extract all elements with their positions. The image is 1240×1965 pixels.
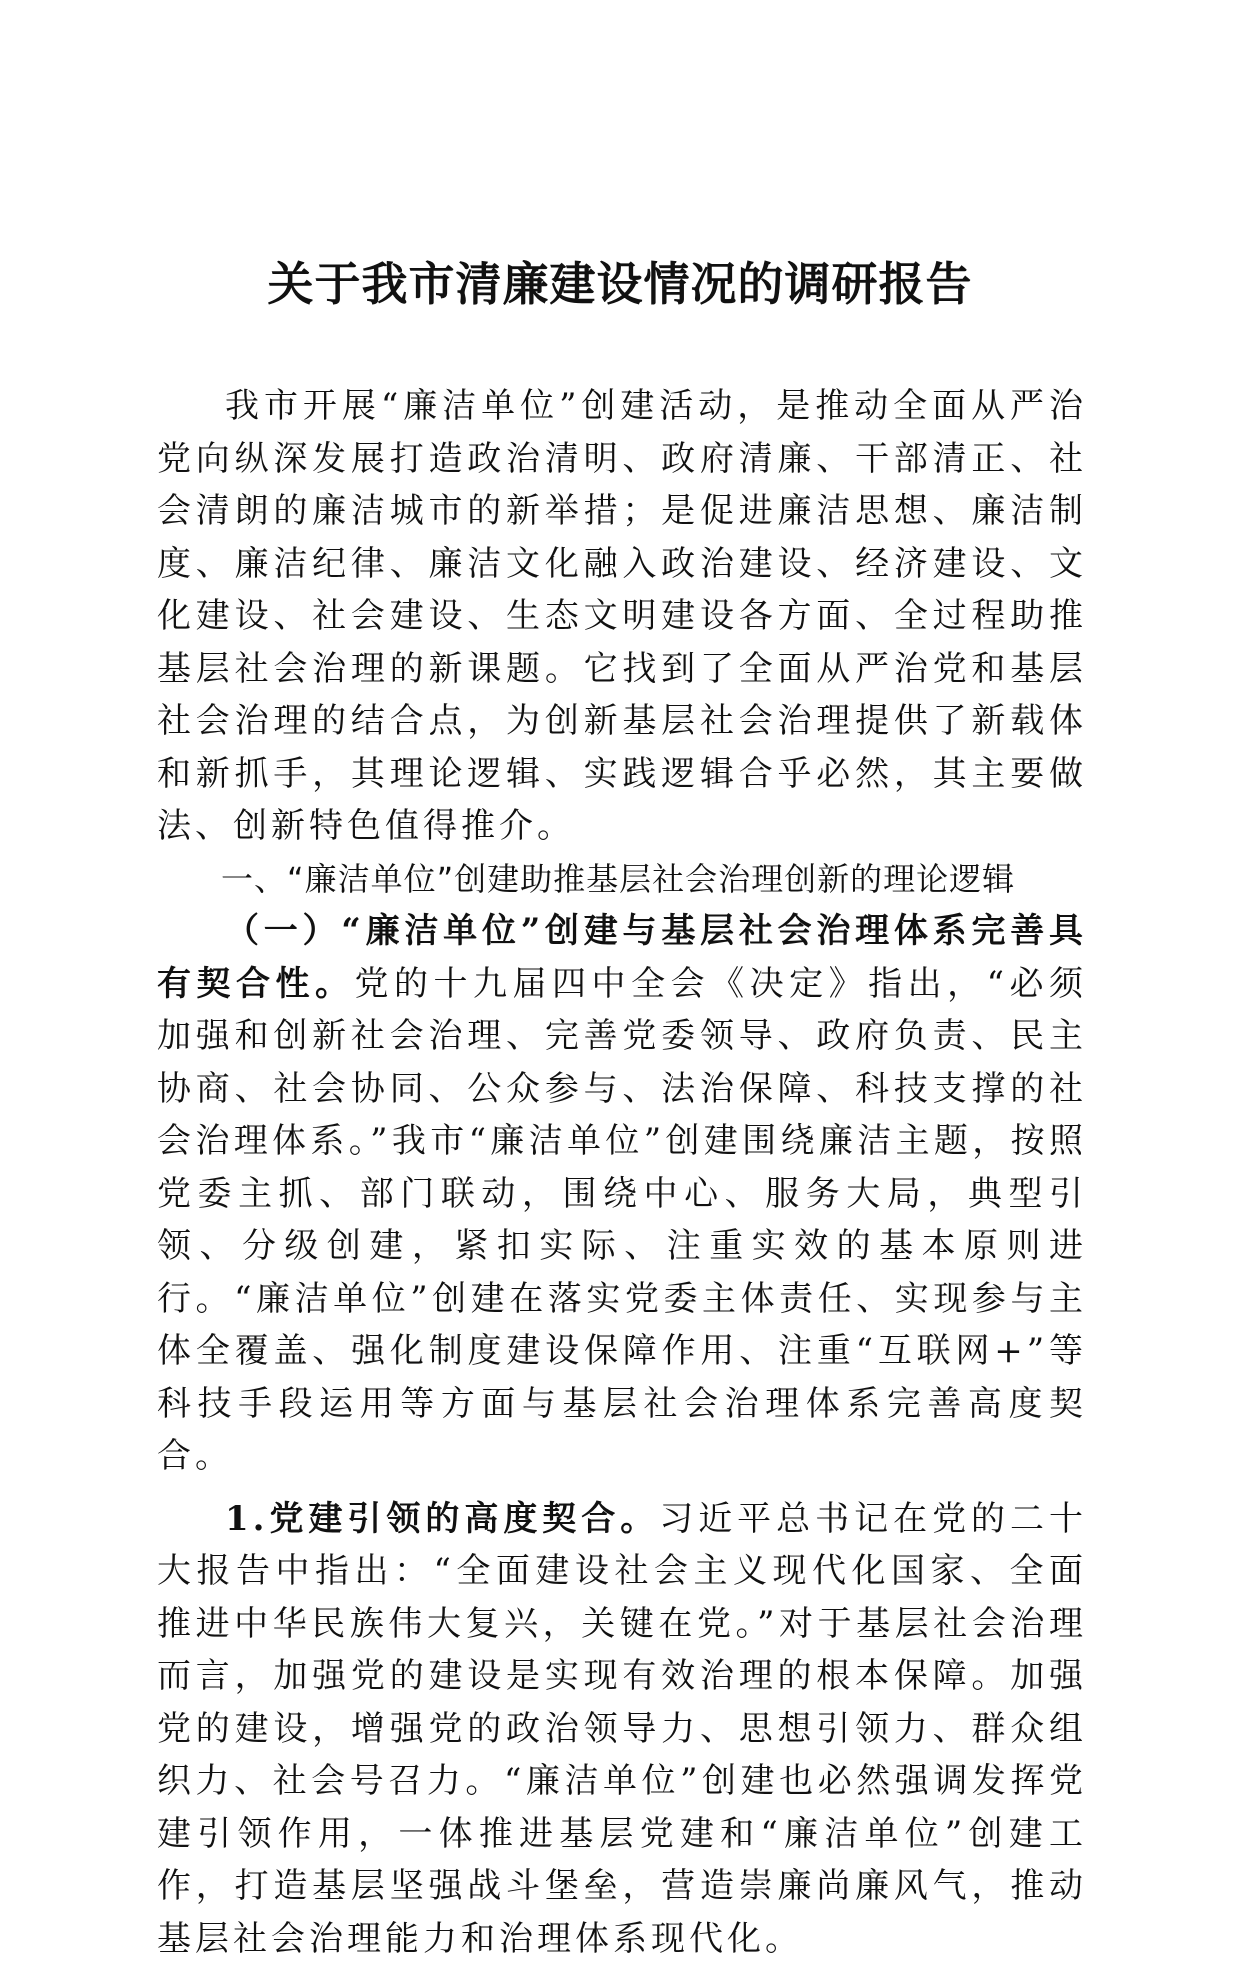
intro-paragraph: 我市开展“廉洁单位”创建活动，是推动全面从严治党向纵深发展打造政治清明、政府清廉、干部清正、社会清朗的廉洁城市的新举措；是促进廉洁思想、廉洁制度、廉洁纪律、廉洁文化融入政治建设、经济建设、文化建设、社会建设、生态文明建设各方面、全过程助推基层社会治理的新课题。它找到了全面从严治党和基层社会治理的结合点，为创新基层社会治理提供了新载体和新抓手，其理论逻辑、实践逻辑合乎必然，其主要做法、创新特色值得推介。: [157, 380, 1087, 853]
subsection-1-text: 党的十九届四中全会《决定》指出，“必须加强和创新社会治理、完善党委领导、政府负责、民主协商、社会协同、公众参与、法治保障、科技支撑的社会治理体系。”我市“廉洁单位”创建围绕廉洁主题，按照党委主抓、部门联动，围绕中心、服务大局，典型引领、分级创建，紧扣实际、注重实效的基本原则进行。“廉洁单位”创建在落实党委主体责任、实现参与主体全覆盖、强化制度建设保障作用、注重“互联网+”等科技手段运用等方面与基层社会治理体系完善高度契合。: [157, 964, 1087, 1477]
document-title: 关于我市清廉建设情况的调研报告: [0, 254, 1240, 314]
point-1-text: 习近平总书记在党的二十大报告中指出：“全面建设社会主义现代化国家、全面推进中华民族伟大复兴，关键在党。”对于基层社会治理而言，加强党的建设是实现有效治理的根本保障。加强党的建设，增强党的政治领导力、思想引领力、群众组织力、社会号召力。“廉洁单位”创建也必然强调发挥党建引领作用，一体推进基层党建和“廉洁单位”创建工作，打造基层坚强战斗堡垒，营造崇廉尚廉风气，推动基层社会治理能力和治理体系现代化。: [157, 1499, 1087, 1959]
point-1-paragraph: [157, 1493, 1087, 1965]
subsection-1-lead: （一）“廉洁单位”创建与基层社会治理体系完善具有契合性。: [157, 911, 1087, 1004]
document-body: [157, 380, 1087, 1965]
point-1-lead: 1.党建引领的高度契合。: [225, 1499, 659, 1539]
subsection-1-paragraph: [157, 905, 1087, 1483]
section-1-heading: 一、“廉洁单位”创建助推基层社会治理创新的理论逻辑: [157, 853, 1087, 906]
